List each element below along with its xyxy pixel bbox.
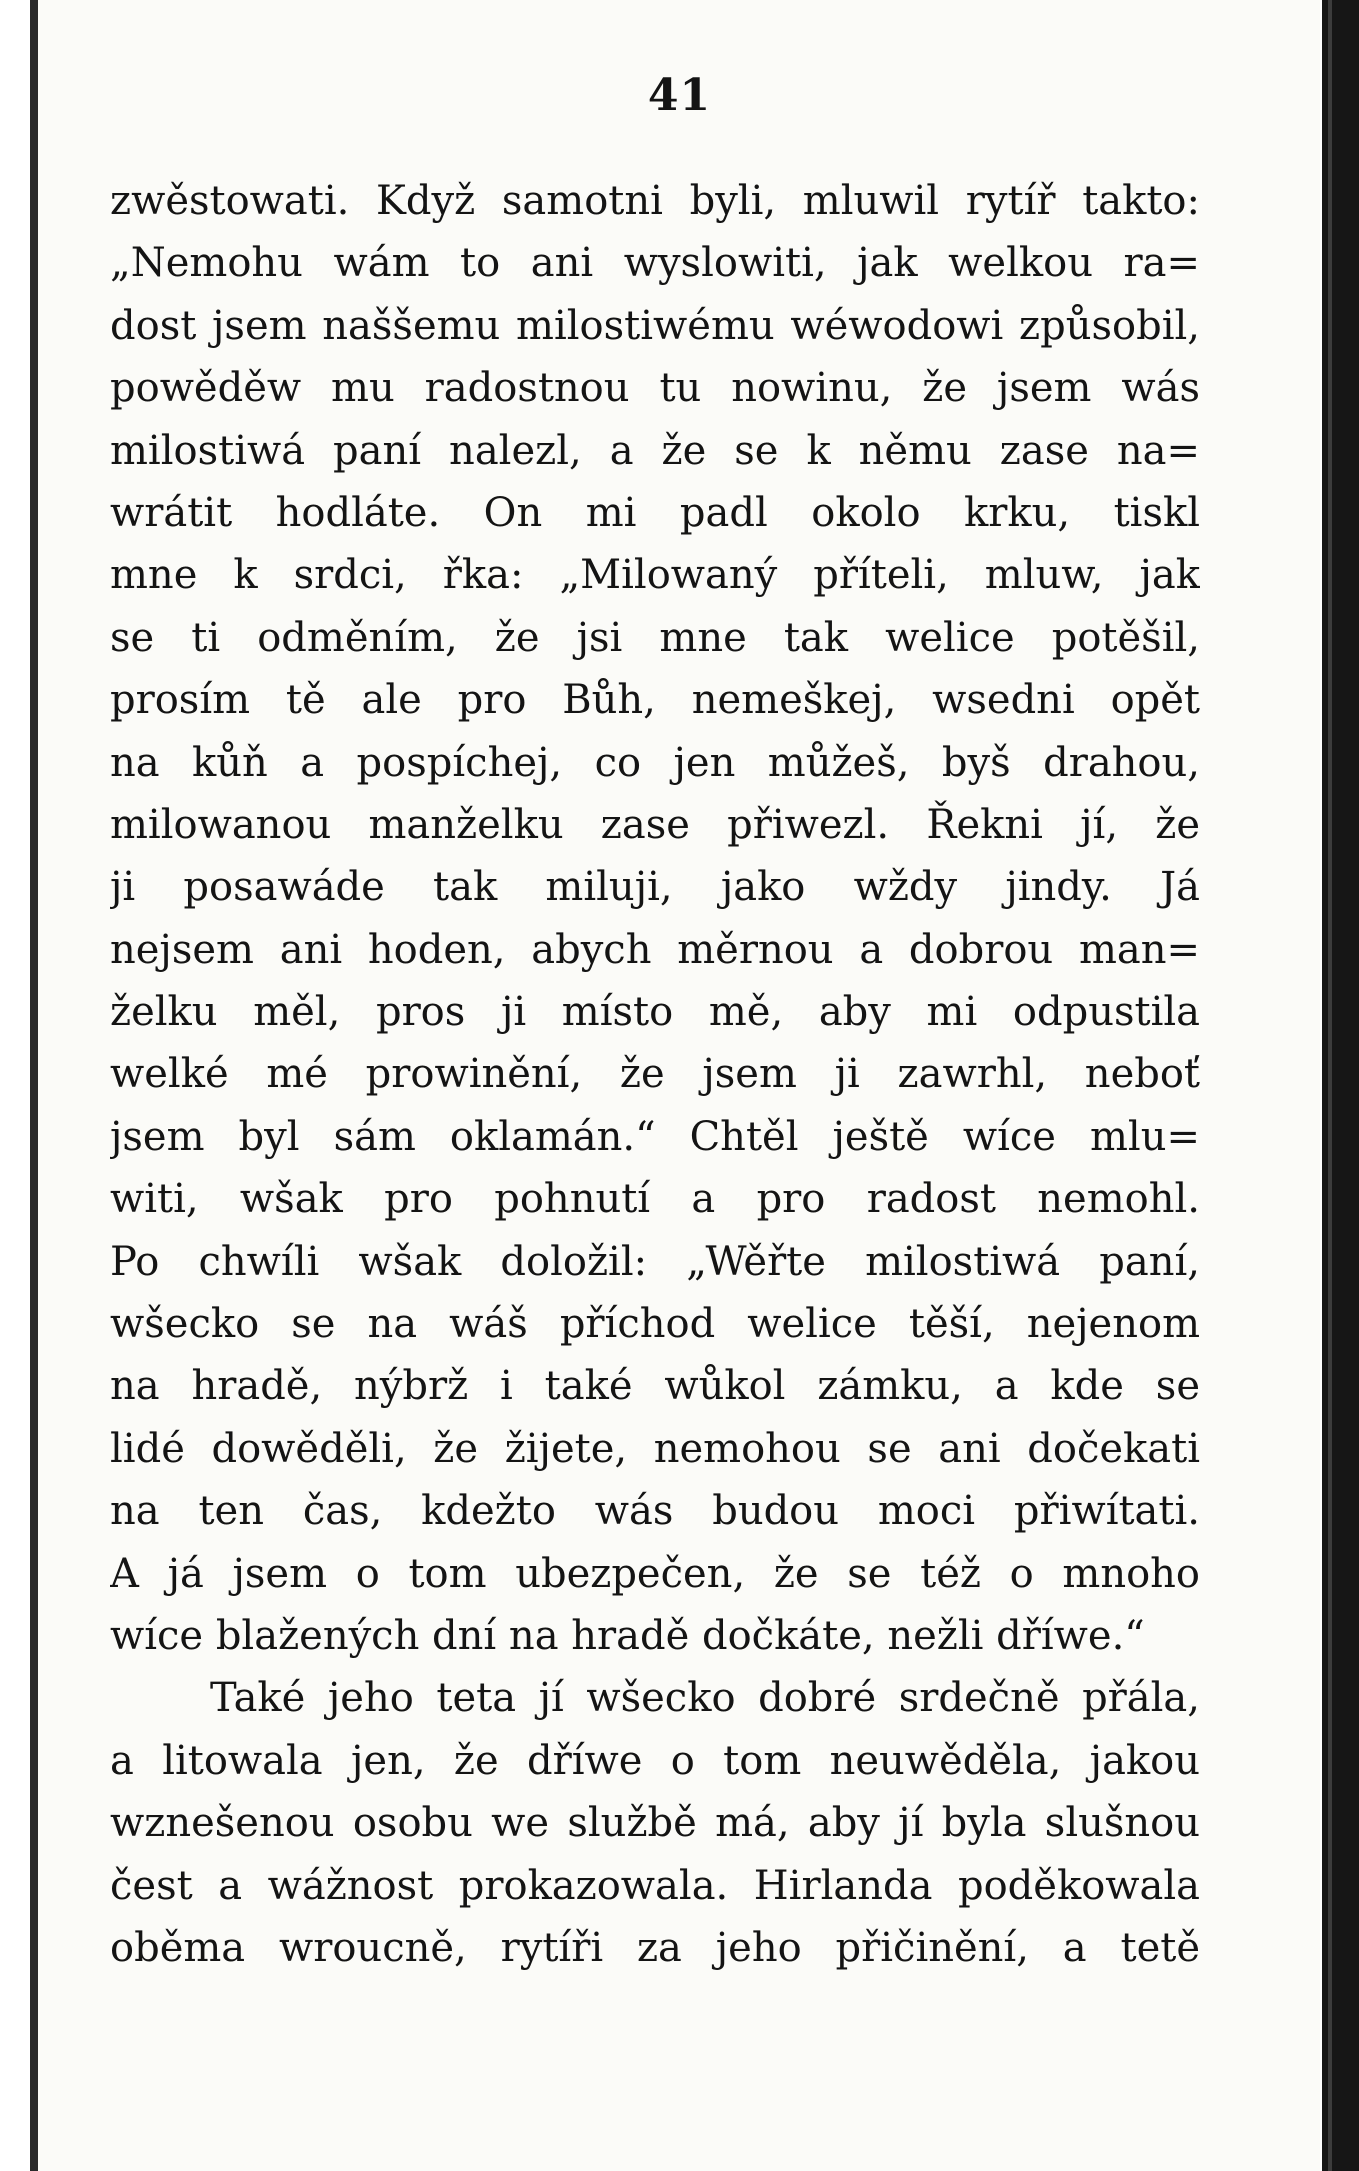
text-line: A já jsem o tom ubezpečen, že se též o mnoho <box>110 1550 1200 1597</box>
text-line: lidé dowěděli, že žijete, nemohou se ani dočekati <box>110 1425 1200 1472</box>
text-line: na hradě, nýbrž i také wůkol zámku, a kde se <box>110 1363 1200 1410</box>
text-line: ji posawáde tak miluji, jako wždy jindy. Já <box>110 864 1200 911</box>
text-line: na kůň a pospíchej, co jen můžeš, byš drahou, <box>110 739 1200 786</box>
text-line: zwěstowati. Když samotni byli, mluwil rytíř takto: <box>110 178 1200 224</box>
text-line: dost jsem naššemu milostiwému wéwodowi způsobil, <box>110 302 1200 349</box>
text-line: welké mé prowinění, že jsem ji zawrhl, neboť <box>110 1051 1200 1098</box>
text-line: milowanou manželku zase přiwezl. Řekni jí, že <box>110 801 1200 848</box>
text-line: na ten čas, kdežto wás budou moci přiwítati. <box>110 1488 1200 1535</box>
text-line: Také jeho teta jí wšecko dobré srdečně přála, <box>210 1675 1200 1722</box>
page-number: 41 <box>647 70 712 121</box>
text-line: Po chwíli wšak doložil: „Wěřte milostiwá paní, <box>110 1238 1200 1285</box>
text-line: želku měl, pros ji místo mě, aby mi odpustila <box>110 989 1200 1036</box>
text-line: witi, wšak pro pohnutí a pro radost nemohl. <box>110 1176 1200 1223</box>
text-line: wíce blažených dní na hradě dočkáte, nežli dříwe.“ <box>110 1612 1145 1659</box>
body-text <box>110 170 1200 1979</box>
text-line: jsem byl sám oklamán.“ Chtěl ještě wíce mlu= <box>110 1113 1200 1160</box>
text-line: milostiwá paní nalezl, a že se k němu zase na= <box>110 427 1200 474</box>
text-line: powěděw mu radostnou tu nowinu, že jsem wás <box>110 365 1200 412</box>
text-line: oběma wroucně, rytíři za jeho přičinění, a tetě <box>110 1924 1200 1971</box>
text-line: a litowala jen, že dříwe o tom neuwěděla, jakou <box>110 1737 1200 1784</box>
text-line: wznešenou osobu we službě má, aby jí byla slušnou <box>110 1800 1200 1847</box>
right-page-edge <box>1322 0 1359 2171</box>
text-line: nejsem ani hoden, abych měrnou a dobrou man= <box>110 926 1200 973</box>
left-page-edge <box>30 0 38 2171</box>
text-line: wrátit hodláte. On mi padl okolo krku, tiskl <box>110 489 1200 536</box>
text-line: wšecko se na wáš příchod welice těší, nejenom <box>110 1301 1200 1348</box>
text-line: prosím tě ale pro Bůh, nemeškej, wsedni opět <box>110 677 1200 724</box>
text-line: čest a wážnost prokazowala. Hirlanda poděkowala <box>110 1862 1200 1909</box>
text-line: „Nemohu wám to ani wyslowiti, jak welkou ra= <box>110 240 1200 287</box>
text-line: mne k srdci, řka: „Milowaný příteli, mluw, jak <box>110 552 1200 599</box>
text-line: se ti odměním, že jsi mne tak welice potěšil, <box>110 614 1200 661</box>
